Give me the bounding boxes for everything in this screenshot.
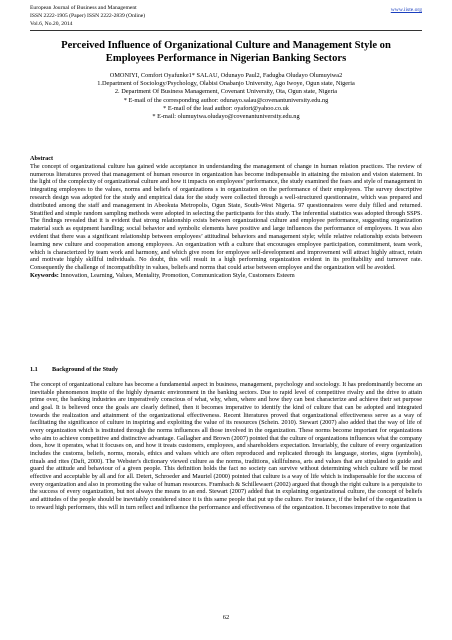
author-block bbox=[30, 72, 422, 121]
author-names: OMONIYI, Comfort Oyafunke1* SALAU, Odunayo Paul2, Fadugba Oludayo Olumuyiwa2 bbox=[109, 72, 343, 79]
journal-volume: Vol.6, No.20, 2014 bbox=[30, 21, 73, 27]
abstract-text: The concept of organizational culture has gained wide acceptance in understanding the management of change in human relation practices. The review of numerous literatures proved that management of human resource in organization has become indispensable in attaining the mission and vision statement. In the light of the complexity of organizational culture and how it impacts on employees’ performance, the study examined the fears and style of management in integrating employees to the values, norms and beliefs of organizations s in organization on the performance of their employees. The survey descriptive research design was adopted for the study and empirical data for the study were collected through a well-structured questionnaire, which was prepared and distributed among the staff and management in Abeokuta Metropolis, Ogun State, South-West Nigeria. 97 questionnaires were duly filled and returned. Stratified and simple random sampling methods were adopted in selecting the participants for this study. The inferential statistics was adopted through SSPS. The findings revealed that it is evident that strong relationship exists between organizational culture and employee performance, suggesting organization material such as equipment handling; social behavior and symbolic elements have positive and large influences the performance of employees. It was also evident that there was a significant relationship between employees’ attitudinal behaviors and management style; while relative relationship exists between learning new culture and cooperation among employees. An organization with a culture that encourages employee participation, commitment, team work, which is characterized by team work and harmony, and which give room for employee self-development and improvement will attract highly attract, retain and motivate highly skillful individuals. No doubt, this will result in a high performing organization evident in its profitability and turnover rate. Consequently the challenge of incompatibility in values, beliefs and norms that could arise between employee and the organization will be avoided. bbox=[30, 162, 422, 272]
section-title: Background of the Study bbox=[52, 366, 119, 373]
email-third: * E-mail: olumuyiwa.oludayo@covenantuniversity.edu.ng bbox=[152, 113, 300, 121]
section-heading bbox=[30, 366, 422, 374]
header-divider bbox=[30, 30, 422, 31]
journal-name: European Journal of Business and Management bbox=[30, 5, 137, 11]
keywords-text: Innovation, Learning, Values, Mentality, Promotion, Communication Style, Customers Esteem bbox=[60, 271, 295, 279]
paper-title: Perceived Influence of Organizational Culture and Management Style on Employees Performance in Nigerian Banking Sectors bbox=[61, 40, 391, 64]
section-body: The concept of organizational culture has become a fundamental aspect in business, management, psychology and sociology. It has predominantly become an inevitable phenomenon inspite of the highly dynamic environment in the banking sectors. Due to rapid level of competitive rivalry and the drive to attain prime over, the banking industries are imperatively conscious of what, why, when, where and how they can best characterize and achieve their set purpose and goal. It is believed once the goals are clearly defined, then it becomes imperative to identify the kind of culture that can be adopted and integrated towards the realization and attainment of the organizational effectiveness. Recent literatures proved that organizational effectiveness serve as a way of facilitating the significance of culture in inspiring and exploiting the value of its resources (Schein. 2010). Stewart (2007) also added that the way of life of every organization which is instituted through the norms influences all those involved in the organization. These norms become important for organizations who aim to achieve competitive and distinctive advantage. Gallagher and Brown (2007) pointed that the culture of organizations influences what the company does, how it operates, what it focuses on, and how it treats customers, employees, and shareholders expectation. Invariably, the culture of every organization includes the customs, beliefs, norms, morals, ethics and values which are often reproduced and replicated through its language, stories, signs (symbols), rituals and rites (Daft, 2000). The Webster's dictionary viewed culture as the norms, traditions, skillfulness, arts and values that are stipulated to guide and guard the attitude and behaviour of a given people. This definition holds the fact no society can survive without determining which culture will be most effective and acceptable by all and for all. Detert, Schroeder and Mauriel (2000) pointed that culture is a way of life which is indispensable for the success of every organization and also in promoting the value of human resources. Frambach & Schillewaert (2002) argued that though the right culture is a perquisite to the success of every organization, but not always the means to an end. Stewart (2007) added that in explaining organizational culture, the concept of beliefs and attitudes of the people should be inevitably considered since it is this same people that put up the culture. For instance, if the belief of the organization is to reward high performers, this will in turn reflect and influence the performance and effectiveness of the organization. It becomes imperative to note that bbox=[30, 381, 422, 511]
email-corresponding: * E-mail of the corresponding author: odunayo.salau@covenantuniversity.edu.ng bbox=[123, 96, 329, 104]
journal-website-link[interactable]: www.iiste.org bbox=[390, 7, 422, 13]
abstract-heading: Abstract bbox=[30, 155, 54, 162]
affiliation-2: 2. Department Of Business Management, Covenant University, Ota, Ogun state, Nigeria bbox=[114, 88, 338, 96]
keywords-label: Keywords: bbox=[30, 271, 59, 279]
email-lead: * E-mail of the lead author: oyafort@yahoo.co.uk bbox=[163, 104, 289, 112]
abstract-section bbox=[30, 155, 422, 280]
journal-issn: ISSN 2222-1905 (Paper) ISSN 2222-2839 (Online) bbox=[30, 13, 146, 19]
section-number: 1.1 bbox=[30, 366, 38, 373]
keywords-line bbox=[30, 272, 422, 280]
affiliation-1: 1.Department of Sociology/Psychology, Olabisi Onabanjo University, Ago Iwoye, Ogun state, Nigeria bbox=[97, 80, 355, 88]
page-number: 62 bbox=[222, 614, 230, 621]
